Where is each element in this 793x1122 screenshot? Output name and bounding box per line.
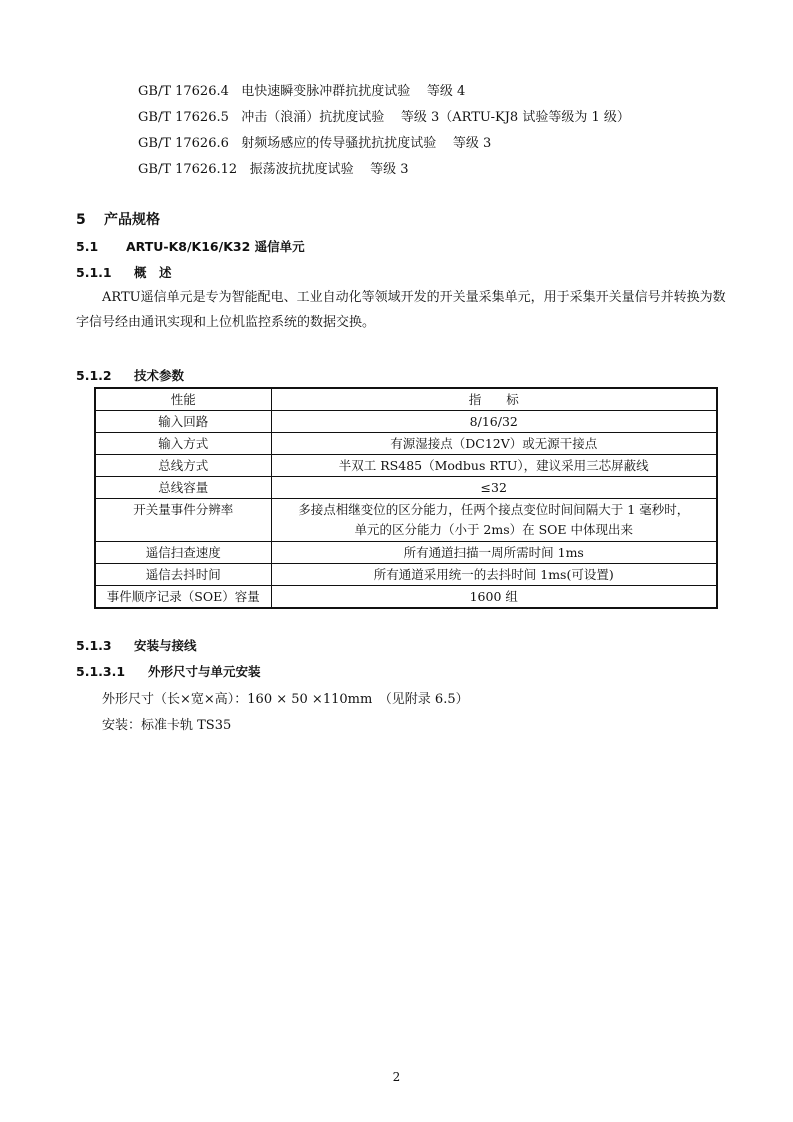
- section-title: 安装与接线: [134, 638, 197, 653]
- standard-item: [138, 158, 409, 177]
- param-value: ≤32: [271, 477, 717, 499]
- param-name: 遥信去抖时间: [95, 564, 271, 586]
- subsection-heading: [76, 263, 172, 281]
- param-name: 总线方式: [95, 455, 271, 477]
- section-number: 5.1.2: [76, 368, 112, 383]
- subsection-heading: [76, 662, 261, 680]
- param-value: 半双工 RS485（Modbus RTU），建议采用三芯屏蔽线: [271, 455, 717, 477]
- param-value-line: 多接点相继变位的区分能力，任两个接点变位时间间隔大于 1 毫秒时，: [298, 502, 690, 517]
- table-header-row: [95, 388, 717, 411]
- standard-name: 振荡波抗扰度试验: [249, 162, 354, 177]
- standard-level: 等级 4: [426, 84, 466, 99]
- param-value: 有源湿接点（DC12V）或无源干接点: [271, 433, 717, 455]
- param-name: 总线容量: [95, 477, 271, 499]
- dimensions-line: 外形尺寸（长×宽×高）：160 × 50 ×110mm （见附录 6.5）: [102, 692, 469, 707]
- section-number: 5: [76, 212, 86, 228]
- table-header-cell: 性能: [95, 388, 271, 411]
- standard-item: [138, 80, 465, 99]
- section-title: ARTU-K8/K16/K32 遥信单元: [126, 239, 305, 254]
- table-row: [95, 455, 717, 477]
- page-number: 2: [392, 1070, 401, 1084]
- param-name: 开关量事件分辨率: [95, 499, 271, 542]
- section-number: 5.1.3.1: [76, 664, 126, 679]
- tech-params-table: [94, 387, 718, 609]
- table-row: [95, 542, 717, 564]
- section-title: 技术参数: [134, 368, 185, 383]
- param-value: 所有通道采用统一的去抖时间 1ms(可设置): [271, 564, 717, 586]
- param-value: 8/16/32: [271, 411, 717, 433]
- section-number: 5.1: [76, 239, 99, 254]
- subsection-heading: [76, 366, 184, 384]
- standard-level: 等级 3: [370, 162, 409, 177]
- param-value-line: 单元的区分能力（小于 2ms）在 SOE 中体现出来: [354, 522, 634, 537]
- standard-code: GB/T 17626.12: [138, 162, 238, 177]
- section-number: 5.1.1: [76, 265, 112, 280]
- table-header-cell: 指 标: [271, 388, 717, 411]
- subsection-heading: [76, 636, 197, 654]
- standard-code: GB/T 17626.4: [138, 84, 229, 99]
- subsection-heading: [76, 237, 305, 255]
- standard-level: 等级 3（ARTU-KJ8 试验等级为 1 级）: [400, 110, 630, 125]
- standard-level: 等级 3: [452, 136, 492, 151]
- section-title: 外形尺寸与单元安装: [148, 664, 261, 679]
- param-name: 输入回路: [95, 411, 271, 433]
- table-row: [95, 499, 717, 542]
- table-row: [95, 411, 717, 433]
- table-row: [95, 586, 717, 609]
- param-name: 事件顺序记录（SOE）容量: [95, 586, 271, 609]
- param-value: 1600 组: [271, 586, 717, 609]
- param-value: 所有通道扫描一周所需时间 1ms: [271, 542, 717, 564]
- standard-name: 冲击（浪涌）抗扰度试验: [241, 110, 385, 125]
- standard-item: [138, 132, 491, 151]
- standard-code: GB/T 17626.5: [138, 110, 229, 125]
- section-heading: [76, 209, 160, 229]
- overview-paragraph: ARTU遥信单元是专为智能配电、工业自动化等领域开发的开关量采集单元，用于采集开关量信号并转换为数字信号经由通讯实现和上位机监控系统的数据交换。: [76, 290, 726, 330]
- standard-name: 电快速瞬变脉冲群抗扰度试验: [241, 84, 411, 99]
- section-number: 5.1.3: [76, 638, 112, 653]
- table-row: [95, 477, 717, 499]
- param-value: [271, 499, 717, 542]
- table-row: [95, 433, 717, 455]
- param-name: 输入方式: [95, 433, 271, 455]
- param-name: 遥信扫查速度: [95, 542, 271, 564]
- standard-item: [138, 106, 630, 125]
- table-row: [95, 564, 717, 586]
- standard-name: 射频场感应的传导骚扰抗扰度试验: [241, 136, 437, 151]
- section-title: 概 述: [134, 265, 172, 280]
- mounting-line: 安装：标准卡轨 TS35: [102, 718, 232, 733]
- section-title: 产品规格: [104, 212, 160, 228]
- standard-code: GB/T 17626.6: [138, 136, 229, 151]
